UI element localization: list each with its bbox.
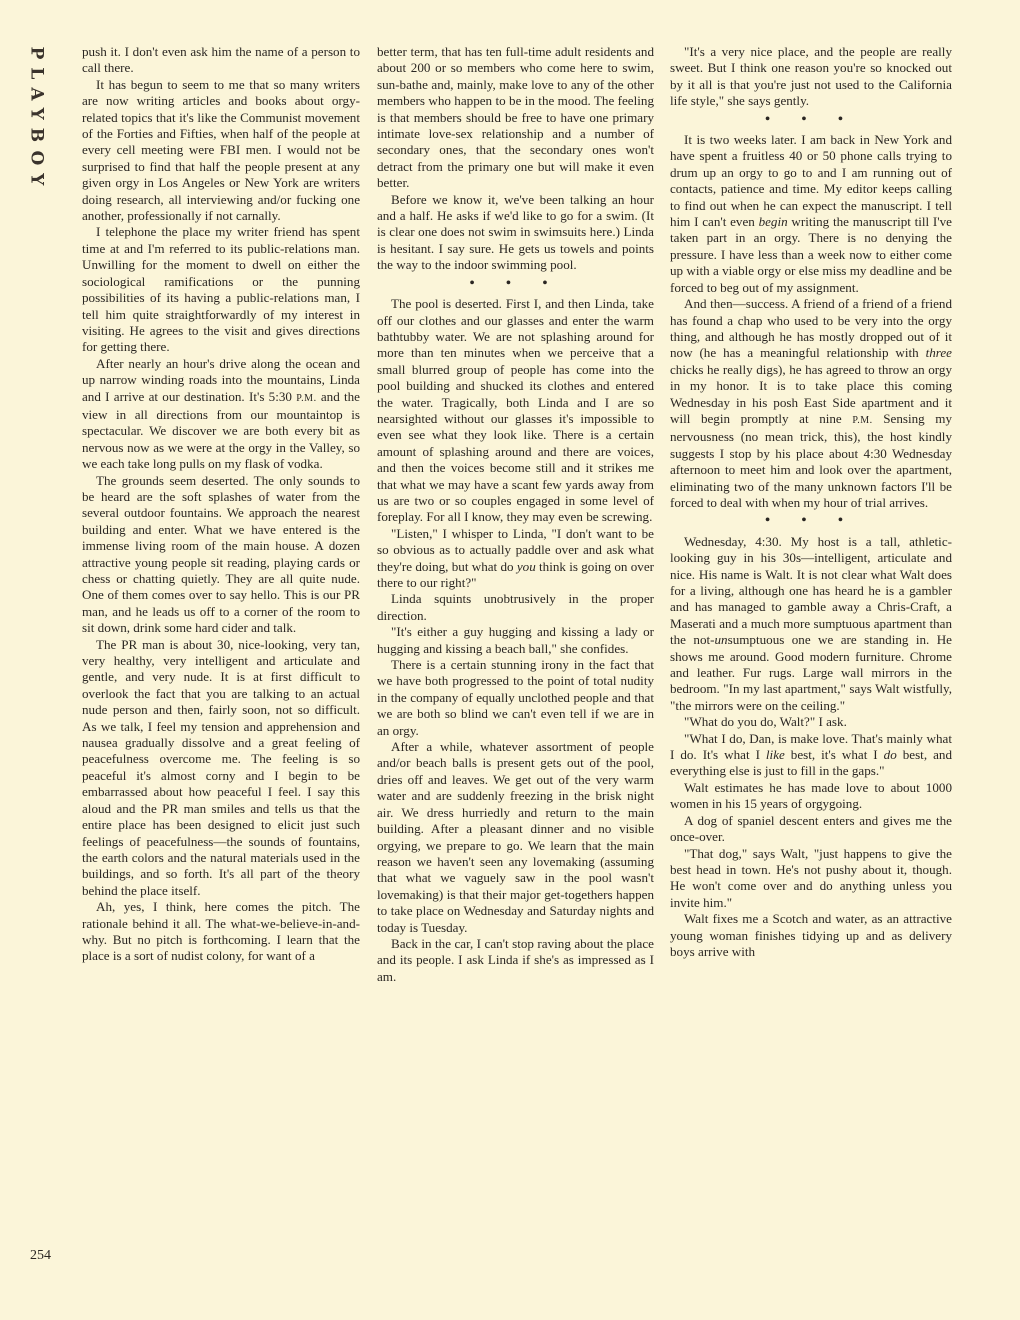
paragraph: "It's either a guy hugging and kissing a lady or hugging and kissing a beach ball," she confides. — [377, 624, 654, 656]
paragraph — [670, 731, 952, 780]
text-run: Wednesday, 4:30. My host is a tall, athletic-looking guy in his 30s—intelligent, articulate and nice. His name is Walt. It is not clear what Walt does for a living, although one has heard he is a gambler and has managed to gamble away a Chris-Craft, a Maserati and a much more sumptuous apartment than the not- — [670, 533, 952, 648]
paragraph: It has begun to seem to me that so many writers are now writing articles and books about orgy-related topics that it's like the Communist movement of the Forties and Fifties, when half of the people at every cell meeting were FBI men. I would not be surprised to find that half the people present at any given orgy in Los Angeles or New York are writers doing research, all interviewing and/or fucking one another, professionally if not carnally. — [82, 76, 360, 224]
section-separator: • • • — [765, 513, 857, 529]
text-run: best, it's what I — [784, 747, 884, 763]
text-run: "Listen," I whisper to Linda, "I don't want to be so obvious as to actually paddle over and ask what they're doing, but what do — [377, 525, 654, 574]
section-separator: • • • — [469, 275, 562, 291]
text-column-3 — [670, 44, 952, 960]
text-run: think is going on over there to our right?" — [377, 558, 654, 590]
paragraph: Linda squints unobtrusively in the proper direction. — [377, 591, 654, 623]
small-caps-text: P.M. — [296, 392, 317, 404]
masthead-text: PLAYBOY — [26, 46, 46, 194]
italic-text: un — [714, 632, 728, 648]
text-run: "What I do, Dan, is make love. That's mainly what I do. It's what I — [670, 730, 952, 763]
paragraph — [82, 356, 360, 473]
paragraph: Walt estimates he has made love to about 1000 women in his 15 years of orgygoing. — [670, 779, 952, 812]
text-run: and the view in all directions from our mountaintop is spectacular. We discover we are both every bit as nervous now as we were at the orgy in the Valley, so we each take long pulls on my flask of vodka. — [82, 388, 360, 472]
italic-text: begin — [758, 214, 788, 230]
text-column-1 — [82, 44, 360, 965]
paragraph: Ah, yes, I think, here comes the pitch. The rationale behind it all. The what-we-believe-in-and-why. But no pitch is forthcoming. I learn that the place is a sort of nudist colony, for want of a — [82, 899, 360, 964]
paragraph: "What do you do, Walt?" I ask. — [684, 714, 847, 730]
text-run: best, and everything else is just to fill in the gaps." — [670, 747, 952, 779]
paragraph: The pool is deserted. First I, and then Linda, take off our clothes and our glasses and enter the warm bathtubby water. We are not splashing around for more than ten minutes when we perceive that a small blurred group of people has come into the pool building and shucked its clothes and entered the water. Tragically, both Linda and I are so nearsighted without our glasses it's impossible to even see what they look like. There is a certain amount of splashing around and there are voices, and then the voices become still and it strikes me that what we may have a scant few yards away from us are two or so couples engaged in some level of foreplay. For all I know, they may even be screwing. — [377, 296, 654, 525]
text-column-2 — [377, 44, 654, 985]
text-run: sumptuous one we are standing in. He shows me around. Good modern furniture. Chrome and leather. Fur rugs. Large wall mirrors in the bedroom. "In my last apartment," says Walt wistfully, "the mirrors were on the ceiling." — [670, 632, 952, 713]
paragraph: Walt fixes me a Scotch and water, as an attractive young woman finishes tidying up and as delivery boys arrive with — [670, 911, 952, 959]
paragraph: There is a certain stunning irony in the fact that we have both progressed to the point of total nudity in the company of equally unclothed people and that we are both so blind we can't even tell if we are in an orgy. — [377, 657, 654, 738]
paragraph: After a while, whatever assortment of people and/or beach balls is present gets out of the pool, dries off and leaves. We get out of the very warm water and are suddenly freezing in the brisk night air. We dress hurriedly and return to the main building. After a pleasant dinner and no visible orgying, we prepare to go. We learn that the main reason we haven't seen any lovemaking (assuming that what we vaguely saw in the pool wasn't lovemaking) is that their major get-togethers happen to take place on Wednesday and Saturday nights and today is Tuesday. — [377, 739, 654, 935]
italic-text: three — [925, 345, 952, 361]
paragraph: Back in the car, I can't stop raving about the place and its people. I ask Linda if she's as impressed as I am. — [377, 935, 654, 984]
paragraph — [670, 296, 952, 511]
text-run: chicks he really digs), he has agreed to throw an orgy in my honor. It is to take place this coming Wednesday in his posh East Side apartment and it will begin promptly at nine — [670, 361, 952, 426]
paragraph: The PR man is about 30, nice-looking, very tan, very healthy, very intelligent and articulate and gentle, and very nude. It is at first difficult to overlook the fact that you are talking to an actual nude person and then, fairly soon, not so difficult. As we talk, I feel my tension and apprehension and nausea gradually dissolve and a great feeling of peacefulness overcome me. The feeling is so peaceful it's almost corny and I begin to be embarrassed about how peaceful I feel. I say this aloud and the PR man smiles and tells us that the entire place has been designed to elicit just such feelings of peacefulness—the sounds of fountains, the earth colors and the natural materials used in the buildings, and so forth. It's all part of the theory behind the place itself. — [82, 636, 360, 898]
paragraph — [670, 132, 952, 296]
text-run: writing the manuscript till I've taken part in an orgy. There is no denying the pressure. I have less than a week now to either come up with a viable orgy or else miss my deadline and be forced to beg out of my assignment. — [670, 214, 952, 295]
italic-text: you — [516, 558, 536, 574]
paragraph: "It's a very nice place, and the people are really sweet. But I think one reason you're so knocked out by it all is that you're just not used to the California life style," she says gently. — [670, 44, 952, 109]
italic-text: do — [883, 747, 897, 763]
paragraph: push it. I don't even ask him the name of a person to call there. — [82, 44, 360, 76]
text-run: It is two weeks later. I am back in New York and have spent a fruitless 40 or 50 phone calls trying to drum up an orgy to go to and I am running out of contacts, patience and time. My editor keeps calling to find out when he can expect the manuscript. I tell him I can't even — [670, 132, 952, 230]
paragraph: better term, that has ten full-time adult residents and about 200 or so members who come here to swim, sun-bathe and, mainly, make love to any of the other members who happen to be in the mood. The feeling is that members should be free to have one primary intimate love-sex relationship and a number of secondary ones, that the secondary ones won't detract from the primary one but will make it even better. — [377, 44, 654, 191]
section-separator: • • • — [765, 111, 857, 127]
page-number: 254 — [30, 1248, 51, 1263]
paragraph: The grounds seem deserted. The only sounds to be heard are the soft splashes of water from the several outdoor fountains. We approach the nearest building and enter. What we have entered is the immense living room of the main house. A dozen attractive young people sit reading, playing cards or chess or chatting quietly. They are all quite nude. One of them comes over to say hello. This is our PR man, and he leads us off to a corner of the room to sit down, drink some hard cider and talk. — [82, 472, 360, 636]
text-run: After nearly an hour's drive along the ocean and up narrow winding roads into the mountains, Linda and I arrive at our destination. It's 5:30 — [82, 355, 360, 404]
paragraph: A dog of spaniel descent enters and gives me the once-over. — [670, 812, 952, 845]
text-run: Sensing my nervousness (no mean trick, this), the host kindly suggests I stop by his place about 4:30 Wednesday afternoon to meet him and look over the apartment, eliminating two of the many unknown factors I'll be forced to deal with when my hour of trial arrives. — [670, 410, 953, 510]
small-caps-text: P.M. — [852, 414, 873, 426]
paragraph — [377, 526, 654, 592]
text-run: And then—success. A friend of a friend of a friend has found a chap who used to be very into the orgy thing, and although he has mostly dropped out of it now (he has a meaningful relationship with — [670, 296, 952, 361]
paragraph: I telephone the place my writer friend has spent time at and I'm referred to its public-relations man. Unwilling for the moment to dwell on either the sociological ramifications or the punning possibilities of its having a public-relations man, I tell him quite straightforwardly of my interest in visiting. He agrees to the visit and gives directions for getting there. — [82, 224, 360, 355]
magazine-masthead — [16, 40, 56, 200]
paragraph — [670, 534, 952, 714]
italic-text: like — [765, 747, 785, 763]
paragraph: "That dog," says Walt, "just happens to give the best head in town. He's not pushy about it, though. He won't come over and do anything unless you invite him." — [670, 845, 952, 910]
paragraph: Before we know it, we've been talking an hour and a half. He asks if we'd like to go for a swim. (It is clear one does not swim in swimsuits here.) Linda is hesitant. I say sure. He gets us towels and points the way to the indoor swimming pool. — [377, 191, 654, 273]
